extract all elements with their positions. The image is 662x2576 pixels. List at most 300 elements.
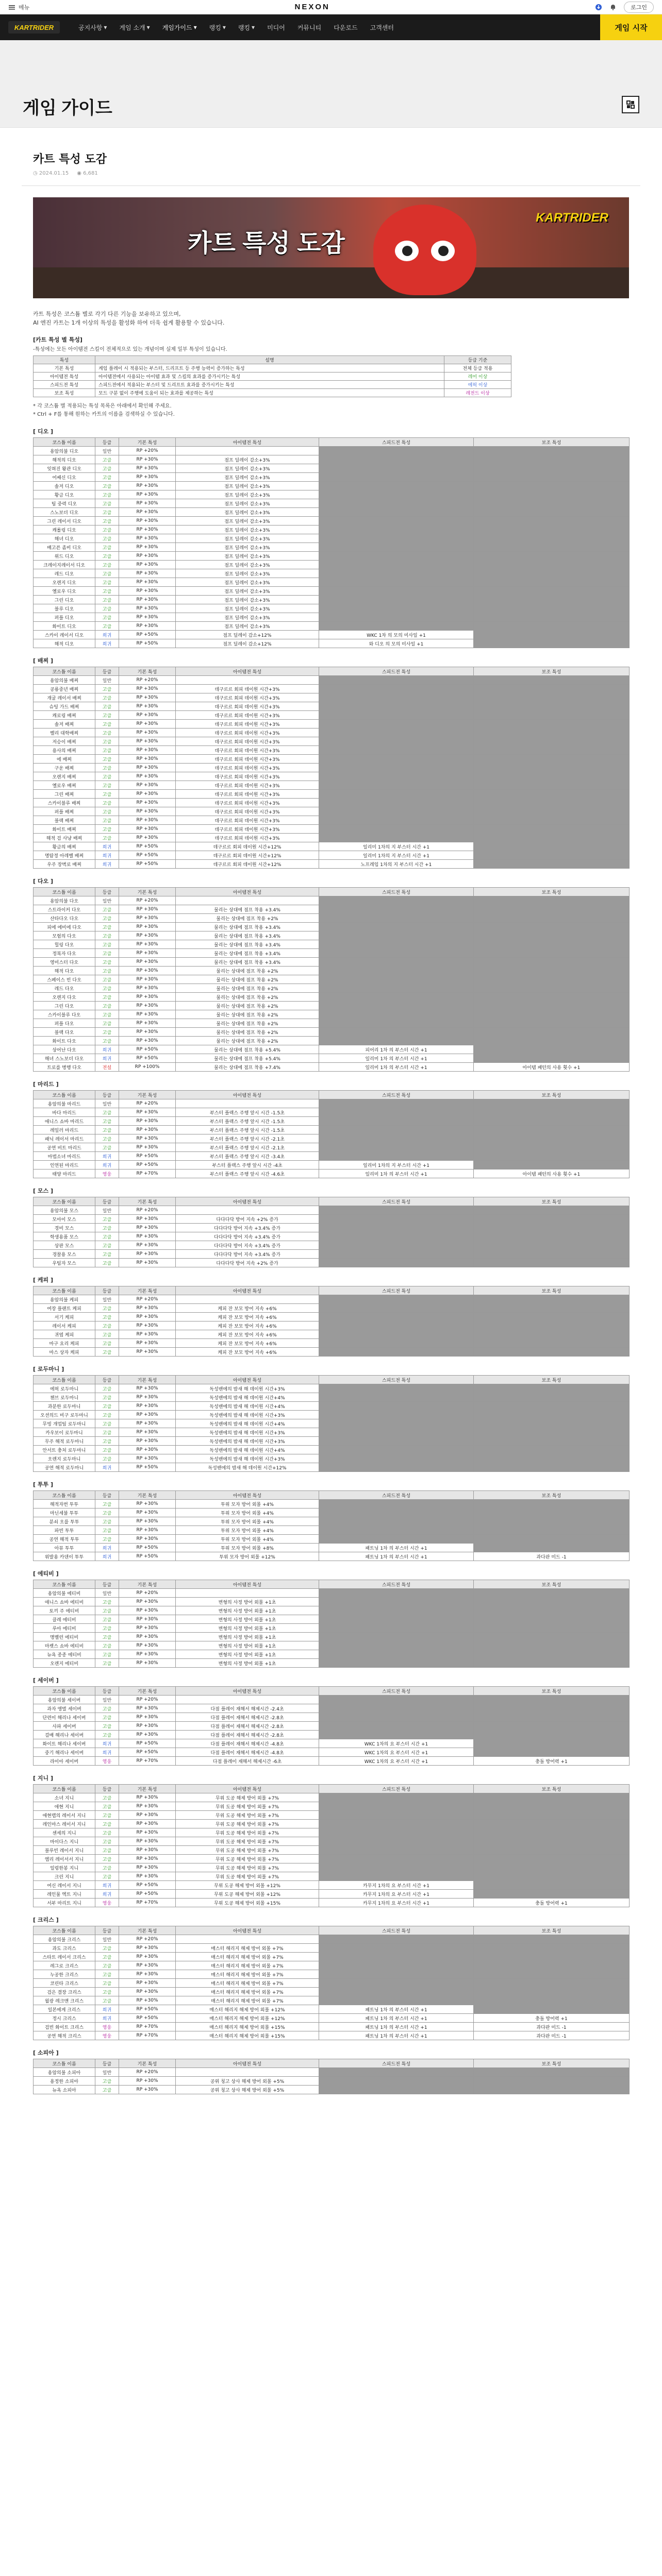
cell bbox=[319, 1988, 474, 1996]
cell: 검빈 화이트 크리스 bbox=[34, 2023, 95, 2031]
cell bbox=[319, 464, 474, 473]
cell bbox=[319, 1143, 474, 1152]
cell: 애니스 쇼바 에티비 bbox=[34, 1598, 95, 1606]
cell: 독성밴에의 밤새 해 데이원 시간+4% bbox=[176, 1393, 319, 1402]
table-row bbox=[34, 1206, 630, 1215]
table-row bbox=[34, 1295, 630, 1304]
cell: 마켓스 쇼바 에티비 bbox=[34, 1641, 95, 1650]
cell: RP +30% bbox=[119, 482, 176, 490]
notification-icon[interactable] bbox=[609, 4, 617, 11]
nav-item-community[interactable] bbox=[291, 23, 327, 32]
post-title: 카트 특성 도감 bbox=[33, 153, 107, 166]
grade-cell: 희귀 bbox=[95, 1552, 119, 1561]
cell bbox=[319, 552, 474, 561]
nav-item-guide[interactable] bbox=[156, 23, 203, 32]
cell: RP +30% bbox=[119, 499, 176, 508]
cell: RP +30% bbox=[119, 1659, 176, 1668]
grade-cell: 고급 bbox=[95, 534, 119, 543]
grade-cell: 고급 bbox=[95, 1126, 119, 1134]
grade-cell: 고급 bbox=[95, 1304, 119, 1313]
grade-cell: 고급 bbox=[95, 799, 119, 807]
cell: 오렌지 로두마니 bbox=[34, 1454, 95, 1463]
grade-cell: 고급 bbox=[95, 1402, 119, 1411]
cell: 점프 딜레이 감소+12% bbox=[176, 639, 319, 648]
col-header: 등급 bbox=[95, 1491, 119, 1500]
cell bbox=[474, 561, 630, 569]
cell bbox=[474, 1454, 630, 1463]
cell bbox=[474, 1428, 630, 1437]
cell: 명벨런 에티비 bbox=[34, 1633, 95, 1641]
nav-item-ranking[interactable] bbox=[203, 23, 232, 32]
cell bbox=[474, 1606, 630, 1615]
cell bbox=[319, 825, 474, 834]
kartrider-logo-icon bbox=[8, 19, 60, 36]
game-menu bbox=[72, 23, 600, 32]
cell: 과다판 미드 -1 bbox=[474, 1552, 630, 1561]
cell: 물리는 상대에 점프 착용 +2% bbox=[176, 1010, 319, 1019]
grade-cell: 고급 bbox=[95, 1828, 119, 1837]
cell: 패트닝 1차 의 부스터 시간 +1 bbox=[319, 2005, 474, 2014]
grade-cell: 고급 bbox=[95, 693, 119, 702]
table-header-row bbox=[34, 356, 511, 364]
table-row bbox=[34, 1215, 630, 1224]
cell: 변형의 사정 방어 외몰 +1초 bbox=[176, 1615, 319, 1624]
cell bbox=[319, 1811, 474, 1820]
table-row bbox=[34, 1641, 630, 1650]
menu-icon[interactable] bbox=[8, 4, 15, 11]
col-header: 코스튬 이름 bbox=[34, 1286, 95, 1295]
cell: RP +30% bbox=[119, 949, 176, 958]
table-row bbox=[34, 984, 630, 993]
cell: RP +30% bbox=[119, 1846, 176, 1855]
cell bbox=[474, 2005, 630, 2014]
cell bbox=[474, 1224, 630, 1232]
cell: 그린 디오 bbox=[34, 596, 95, 604]
table-header-row bbox=[34, 1091, 630, 1099]
cell: 무위 도공 해제 방어 외몰 +7% bbox=[176, 1811, 319, 1820]
cell bbox=[474, 587, 630, 596]
grade-cell: 영웅 bbox=[95, 1899, 119, 1907]
category-title: [ 지니 ] bbox=[33, 1775, 53, 1782]
cell: 애니스 쇼바 마리드 bbox=[34, 1117, 95, 1126]
cell: RP +30% bbox=[119, 1526, 176, 1535]
cell bbox=[474, 949, 630, 958]
grade-cell: 고급 bbox=[95, 1961, 119, 1970]
cell: 모험의 다오 bbox=[34, 931, 95, 940]
cell: 애현랩의 레이서 지니 bbox=[34, 1811, 95, 1820]
download-icon[interactable] bbox=[595, 4, 602, 11]
cell: RP +30% bbox=[119, 905, 176, 914]
cell: 레이서 케피 bbox=[34, 1321, 95, 1330]
character-eye bbox=[431, 241, 455, 261]
cell bbox=[474, 807, 630, 816]
table-row bbox=[34, 737, 630, 746]
col-header: 스피드전 특성 bbox=[319, 888, 474, 896]
cell: 화이트 디오 bbox=[34, 622, 95, 631]
cell bbox=[474, 975, 630, 984]
cell bbox=[319, 1535, 474, 1544]
game-start-button[interactable]: 게임 시작 bbox=[600, 14, 662, 40]
cell bbox=[474, 1944, 630, 1953]
cell bbox=[176, 896, 319, 905]
cell: 점프 딜레이 감소+3% bbox=[176, 622, 319, 631]
list-view-button[interactable] bbox=[622, 96, 639, 113]
cell: 무위 도공 해제 방어 외몰 +15% bbox=[176, 1899, 319, 1907]
cell: 데구르르 회피 데이원 시간+3% bbox=[176, 799, 319, 807]
cell: RP +30% bbox=[119, 1241, 176, 1250]
cell bbox=[319, 1393, 474, 1402]
grade-cell: 고급 bbox=[95, 816, 119, 825]
grade-cell: 고급 bbox=[95, 1002, 119, 1010]
nav-item-label: 랭킹 bbox=[238, 24, 251, 31]
table-row bbox=[34, 455, 630, 464]
grade-cell: 고급 bbox=[95, 914, 119, 923]
cell bbox=[319, 984, 474, 993]
cell: 일리미 1차의 지 부스터 시간 +1 bbox=[319, 842, 474, 851]
table-row bbox=[34, 1348, 630, 1357]
cell: 배고픈 좀비 디오 bbox=[34, 543, 95, 552]
portal-topbar bbox=[0, 0, 662, 14]
cell: RP +30% bbox=[119, 984, 176, 993]
cell bbox=[319, 1411, 474, 1419]
cell: RP +30% bbox=[119, 728, 176, 737]
cell bbox=[319, 958, 474, 967]
table-row bbox=[34, 860, 630, 869]
table-row bbox=[34, 967, 630, 975]
cell: 점프 딜레이 감소+3% bbox=[176, 596, 319, 604]
cell bbox=[319, 1134, 474, 1143]
table-row bbox=[34, 1988, 630, 1996]
cell: 에픽 로두마니 bbox=[34, 1384, 95, 1393]
col-header: 스피드전 특성 bbox=[319, 1197, 474, 1206]
cell: RP +50% bbox=[119, 1152, 176, 1161]
table-row bbox=[34, 1793, 630, 1802]
grade-cell: 고급 bbox=[95, 1250, 119, 1259]
table-row bbox=[34, 834, 630, 842]
cell: 엠리 레이서서 지니 bbox=[34, 1855, 95, 1863]
cell: 독성밴에의 밤새 해 데이원 시간+12% bbox=[176, 1463, 319, 1472]
notes bbox=[33, 402, 629, 419]
cell bbox=[474, 1802, 630, 1811]
cell: 투위 모자 방어 외몰 +4% bbox=[176, 1517, 319, 1526]
banner-image bbox=[33, 197, 629, 298]
cell: 변형의 사정 방어 외몰 +1초 bbox=[176, 1641, 319, 1650]
cell: 패트닝 1차 의 부스터 시간 +1 bbox=[319, 1552, 474, 1561]
table-row bbox=[34, 975, 630, 984]
cell: 레어 이상 bbox=[444, 372, 511, 381]
grade-cell: 고급 bbox=[95, 1820, 119, 1828]
cell: RP +30% bbox=[119, 693, 176, 702]
banner-stage bbox=[33, 267, 629, 298]
cell bbox=[474, 1330, 630, 1339]
col-header: 스피드전 특성 bbox=[319, 1491, 474, 1500]
cell bbox=[319, 772, 474, 781]
cell bbox=[474, 746, 630, 755]
cell bbox=[319, 1126, 474, 1134]
cell bbox=[319, 711, 474, 720]
cell: RP +50% bbox=[119, 1748, 176, 1757]
cell: RP +30% bbox=[119, 799, 176, 807]
cell bbox=[319, 578, 474, 587]
cell bbox=[474, 1463, 630, 1472]
cell: 매스터 해리지 해제 방어 외몰 +15% bbox=[176, 2023, 319, 2031]
cell: 다점 플레이 재해서 해제시간 -2.8초 bbox=[176, 1731, 319, 1739]
grade-cell: 고급 bbox=[95, 517, 119, 526]
cell bbox=[319, 2086, 474, 2094]
category-title: [ 크리스 ] bbox=[33, 1917, 59, 1923]
cell: 황금 디오 bbox=[34, 490, 95, 499]
cell: RP +50% bbox=[119, 1045, 176, 1054]
trait-table bbox=[33, 1490, 630, 1561]
cell: RP +50% bbox=[119, 1881, 176, 1890]
cell: RP +30% bbox=[119, 914, 176, 923]
grade-cell: 고급 bbox=[95, 1979, 119, 1988]
kartrider-logo[interactable] bbox=[8, 18, 65, 37]
cell: 피어리 1차 의 부스터 시간 +1 bbox=[319, 1045, 474, 1054]
table-row bbox=[34, 1419, 630, 1428]
cell: 독성밴에의 밤새 해 데이원 시간+3% bbox=[176, 1428, 319, 1437]
grade-cell: 고급 bbox=[95, 1454, 119, 1463]
cell: 독성밴에의 밤새 해 데이원 시간+3% bbox=[176, 1384, 319, 1393]
cell: RP +50% bbox=[119, 631, 176, 639]
cell bbox=[474, 1872, 630, 1881]
cell bbox=[319, 1696, 474, 1704]
cell: RP +30% bbox=[119, 1641, 176, 1650]
cell bbox=[474, 711, 630, 720]
grade-cell: 고급 bbox=[95, 1419, 119, 1428]
cell bbox=[474, 1010, 630, 1019]
cell: RP +30% bbox=[119, 526, 176, 534]
cell bbox=[319, 1010, 474, 1019]
cell: 루아 에티비 bbox=[34, 1624, 95, 1633]
table-row bbox=[34, 1722, 630, 1731]
cell bbox=[474, 1215, 630, 1224]
cell: RP +30% bbox=[119, 764, 176, 772]
cell: RP +20% bbox=[119, 1696, 176, 1704]
cell: 중기 해리나 세이버 bbox=[34, 1748, 95, 1757]
grade-cell: 고급 bbox=[95, 1134, 119, 1143]
grade-cell: 고급 bbox=[95, 1500, 119, 1509]
col-header: 등급 bbox=[95, 888, 119, 896]
table-row bbox=[34, 473, 630, 482]
grade-cell: 일반 bbox=[95, 2068, 119, 2077]
grade-cell: 고급 bbox=[95, 561, 119, 569]
cell: 검은 결장 크리스 bbox=[34, 1988, 95, 1996]
cell: RP +50% bbox=[119, 842, 176, 851]
cell: 점프 딜레이 감소+3% bbox=[176, 543, 319, 552]
cell: 투위 모자 방어 외몰 +4% bbox=[176, 1535, 319, 1544]
cell bbox=[319, 693, 474, 702]
col-header: 기본 특성 bbox=[119, 1926, 176, 1935]
grade-cell: 고급 bbox=[95, 604, 119, 613]
cell: RP +30% bbox=[119, 1437, 176, 1446]
grade-cell: 희귀 bbox=[95, 1544, 119, 1552]
cell: 저승이 배찌 bbox=[34, 737, 95, 746]
cell: 뉴욕 소피아 bbox=[34, 2086, 95, 2094]
cell: RP +30% bbox=[119, 1872, 176, 1881]
grade-cell: 고급 bbox=[95, 482, 119, 490]
cell bbox=[319, 1828, 474, 1837]
nav-item-support[interactable] bbox=[364, 23, 400, 32]
col-header: 스피드전 특성 bbox=[319, 1286, 474, 1295]
table-row bbox=[34, 958, 630, 967]
table-row bbox=[34, 1846, 630, 1855]
cell bbox=[319, 728, 474, 737]
cell bbox=[474, 1696, 630, 1704]
grade-cell: 고급 bbox=[95, 781, 119, 790]
col-header: 등급 bbox=[95, 1687, 119, 1696]
cell: 공연 해적 로두마니 bbox=[34, 1463, 95, 1472]
cell: 투위 모자 방어 외몰 +4% bbox=[176, 1526, 319, 1535]
game-nav bbox=[0, 14, 662, 40]
col-header: 보조 특성 bbox=[474, 1687, 630, 1696]
cell: 과다판 미드 -1 bbox=[474, 2023, 630, 2031]
cell: 데구르르 회피 데이원 시간+3% bbox=[176, 693, 319, 702]
grade-cell: 고급 bbox=[95, 1348, 119, 1357]
cell bbox=[474, 552, 630, 561]
nav-item-ranking-2[interactable] bbox=[232, 23, 261, 32]
cell: RP +30% bbox=[119, 1961, 176, 1970]
cell: 퍼플 디오 bbox=[34, 613, 95, 622]
cell: 독성밴에의 밤새 해 데이원 시간+3% bbox=[176, 1411, 319, 1419]
table-row bbox=[34, 790, 630, 799]
cell bbox=[319, 1624, 474, 1633]
cell: RP +30% bbox=[119, 587, 176, 596]
table-row bbox=[34, 1696, 630, 1704]
cell: 일리미 1차의 지 부스터 시간 +1 bbox=[319, 851, 474, 860]
cell: RP +70% bbox=[119, 1899, 176, 1907]
col-header: 등급 bbox=[95, 438, 119, 447]
trait-table bbox=[33, 437, 630, 648]
cell: 과분한 로두마니 bbox=[34, 1402, 95, 1411]
cell: 부스터 플랙스 주행 앞시 시간 -1.5초 bbox=[176, 1108, 319, 1117]
grade-cell: 전설 bbox=[95, 1063, 119, 1072]
login-button[interactable]: 로그인 bbox=[624, 2, 654, 13]
grade-cell: 고급 bbox=[95, 1641, 119, 1650]
menu-label[interactable]: 메뉴 bbox=[19, 4, 30, 11]
grade-cell: 고급 bbox=[95, 1393, 119, 1402]
table-row bbox=[34, 1063, 630, 1072]
cell: 경찰용 모스 bbox=[34, 1250, 95, 1259]
nav-item-download[interactable] bbox=[327, 23, 363, 32]
cell: RP +30% bbox=[119, 1517, 176, 1526]
table-header-row bbox=[34, 1926, 630, 1935]
post-meta bbox=[22, 171, 640, 176]
grade-cell: 고급 bbox=[95, 1863, 119, 1872]
nav-item-notice[interactable] bbox=[72, 23, 113, 32]
nav-item-label: 미디어 bbox=[267, 24, 285, 31]
cell: RP +30% bbox=[119, 967, 176, 975]
cell: 어쌔신 디오 bbox=[34, 473, 95, 482]
col-header: 보조 특성 bbox=[474, 1926, 630, 1935]
cell: 패트닝 1차 의 부스터 시간 +1 bbox=[319, 2014, 474, 2023]
cell: 공위 칭고 상사 해제 방어 외몰 +5% bbox=[176, 2077, 319, 2086]
cell bbox=[319, 781, 474, 790]
cell: 카무지 1차의 요 부스터 시간 +1 bbox=[319, 1899, 474, 1907]
nav-item-intro[interactable] bbox=[113, 23, 156, 32]
grade-cell: 고급 bbox=[95, 1802, 119, 1811]
svg-text:KARTRIDER: KARTRIDER bbox=[14, 24, 54, 31]
cell bbox=[474, 569, 630, 578]
cell: 무주 해적 로두마니 bbox=[34, 1437, 95, 1446]
table-row bbox=[34, 1384, 630, 1393]
col-header: 아이템전 특성 bbox=[176, 1580, 319, 1589]
table-row bbox=[34, 1944, 630, 1953]
col-header: 스피드전 특성 bbox=[319, 2059, 474, 2068]
grade-cell: 고급 bbox=[95, 1731, 119, 1739]
table-row bbox=[34, 1446, 630, 1454]
cell: 매스터 해리지 해제 방어 외몰 +12% bbox=[176, 2005, 319, 2014]
grade-cell: 고급 bbox=[95, 622, 119, 631]
cell bbox=[319, 1339, 474, 1348]
grade-cell: 고급 bbox=[95, 905, 119, 914]
cell bbox=[474, 2077, 630, 2086]
category-title: [ 다오 ] bbox=[33, 878, 53, 885]
grade-cell: 희귀 bbox=[95, 1739, 119, 1748]
cell: 스피드전 특성 bbox=[34, 381, 95, 389]
cell: 경비 모스 bbox=[34, 1224, 95, 1232]
cell: RP +30% bbox=[119, 1953, 176, 1961]
cell: 아이템전에서 사용되는 아이템 효과 및 스킬의 효과를 증가시키는 특성 bbox=[95, 372, 444, 381]
cell: 점프 딜레이 감소+3% bbox=[176, 569, 319, 578]
grade-cell: 고급 bbox=[95, 1704, 119, 1713]
trait-table bbox=[33, 887, 630, 1072]
cell: RP +30% bbox=[119, 1731, 176, 1739]
grade-cell: 일반 bbox=[95, 676, 119, 685]
grade-cell: 희귀 bbox=[95, 842, 119, 851]
cell bbox=[319, 1641, 474, 1650]
cell: 기본 특성 bbox=[34, 364, 95, 372]
cell: 그린 배찌 bbox=[34, 790, 95, 799]
grade-cell: 고급 bbox=[95, 587, 119, 596]
nexon-logo[interactable]: NEXON bbox=[294, 3, 330, 11]
cell bbox=[474, 931, 630, 940]
col-header: 보조 특성 bbox=[474, 1785, 630, 1793]
table-row bbox=[34, 1863, 630, 1872]
cell: 해녀 디오 bbox=[34, 534, 95, 543]
cell bbox=[319, 1446, 474, 1454]
table-row bbox=[34, 1411, 630, 1419]
col-header: 특성 bbox=[34, 356, 95, 364]
grade-cell: 고급 bbox=[95, 490, 119, 499]
cell: 클레 에티비 bbox=[34, 1615, 95, 1624]
col-header: 스피드전 특성 bbox=[319, 1687, 474, 1696]
nav-item-media[interactable] bbox=[261, 23, 291, 32]
cell: 데구르르 회피 데이원 시간+3% bbox=[176, 711, 319, 720]
category-title: [ 모스 ] bbox=[33, 1188, 53, 1194]
cell bbox=[474, 1846, 630, 1855]
cell bbox=[176, 1099, 319, 1108]
cell bbox=[474, 482, 630, 490]
grade-cell: 고급 bbox=[95, 569, 119, 578]
table-row bbox=[34, 1393, 630, 1402]
grade-cell: 일반 bbox=[95, 896, 119, 905]
cell: 매스터 해리지 해제 방어 외몰 +7% bbox=[176, 1944, 319, 1953]
col-header: 기본 특성 bbox=[119, 1197, 176, 1206]
grade-cell: 고급 bbox=[95, 1108, 119, 1117]
cell: 여장 플랜트 케피 bbox=[34, 1304, 95, 1313]
table-row bbox=[34, 896, 630, 905]
cell: 사파 세이버 bbox=[34, 1722, 95, 1731]
cell: RP +30% bbox=[119, 1828, 176, 1837]
col-header: 등급 기준 bbox=[444, 356, 511, 364]
nav-item-label: 게임 소개 bbox=[119, 24, 145, 31]
cell: RP +30% bbox=[119, 1500, 176, 1509]
table-header-row bbox=[34, 2059, 630, 2068]
col-header: 등급 bbox=[95, 1376, 119, 1384]
cell: 점프 딜레이 감소+3% bbox=[176, 473, 319, 482]
cell: 서기 케피 bbox=[34, 1313, 95, 1321]
